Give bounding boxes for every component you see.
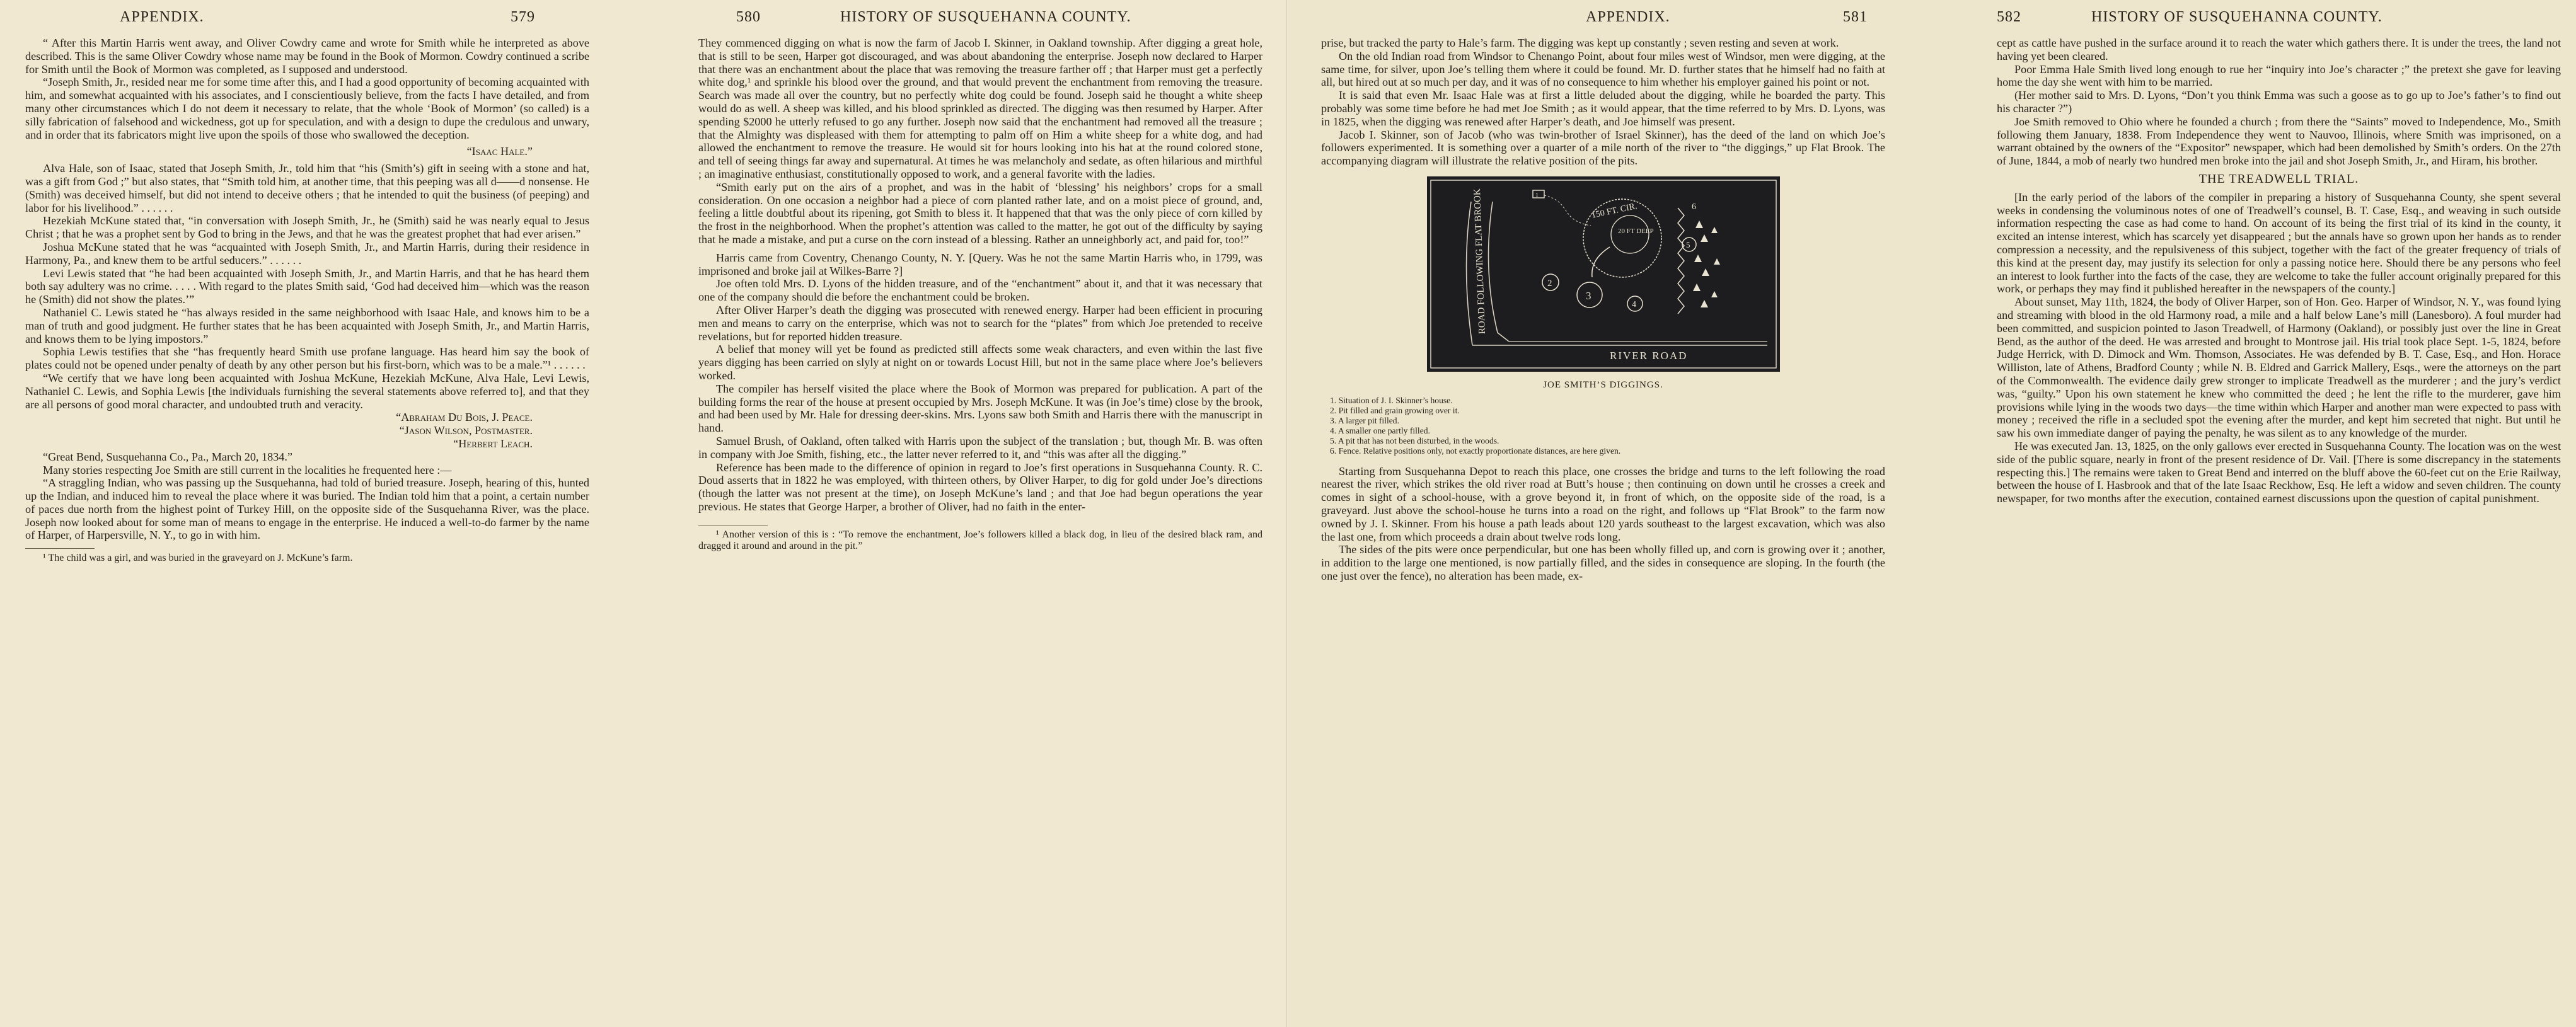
legend-item: 3. A larger pit filled. xyxy=(1330,415,1399,425)
paragraph: The compiler has herself visited the place where the Book of Mormon was prepared for publication. A part of the building forms the rear of the house at present occupied by Mrs. Joseph McKune. It was (in Joe’s time) close by the brook, and had been used by Mr. Hale for dressing deer-skins. Mrs. Lyons saw both Smith and Harris there with the manuscript in hand. xyxy=(698,382,1262,435)
diggings-diagram xyxy=(1427,176,1780,392)
page-number: 582 xyxy=(1997,9,2021,25)
paragraph: Reference has been made to the difference of opinion in regard to Joe’s first operations in Susquehanna County. R. C. Doud asserts that in 1822 he was employed, with thirteen others, by Oliver Harper, to dig for gold under Joe’s directions (though the latter was not present at the time), on Joseph McKune’s land ; and that Joe had begun operations the year previous. He states that George Harper, a brother of Oliver, had no faith in the enter- xyxy=(698,461,1262,513)
marker-4: 4 xyxy=(1631,299,1636,309)
running-head: APPENDIX. xyxy=(120,9,204,25)
paragraph: The sides of the pits were once perpendicular, but one has been wholly filled up, and corn is growing over it ; another, in addition to the large one mentioned, is now partially filled, and the sides in consequence are sloping. In the fourth (the one just over the fence), no alteration has been made, ex- xyxy=(1321,543,1885,582)
paragraph: Levi Lewis stated that “he had been acquainted with Joseph Smith, Jr., and Martin Harris, and that he has heard them both say adultery was no crime. . . . . With regard to the plates Smith said, ‘God had deceived him—which was the reason he (Smith) did not show the plates.’” xyxy=(25,267,589,306)
paragraph: cept as cattle have pushed in the surface around it to reach the water which gathers there. It is under the trees, the land not having yet been cleared. xyxy=(1997,37,2561,62)
paragraph: Joe often told Mrs. D. Lyons of the hidden treasure, and of the “enchantment” about it, and that it was necessary that one of the company should die before the enchantment could be broken. xyxy=(698,277,1262,304)
signature: “Isaac Hale.” xyxy=(466,145,533,158)
paragraph: Jacob I. Skinner, son of Jacob (who was twin-brother of Israel Skinner), has the deed of the land on which Joe’s followers experimented. It is something over a quarter of a mile north of the river to “the diggings,” up Flat Brook. The accompanying diagram will illustrate the relative position of the pits. xyxy=(1321,128,1885,168)
legend-item: 2. Pit filled and grain growing over it. xyxy=(1330,405,1460,415)
paragraph: Joe Smith removed to Ohio where he founded a church ; from there the “Saints” moved to Independence, Mo., Smith following them January, 1838. From Independence they went to Nauvoo, Illinois, where Smith was imprisoned, on a warrant obtained by the owners of the “Expositor” newspaper, which had been demolished by Smith’s orders. On the 27th of June, 1844, a mob of nearly two hundred men broke into the jail and shot Joseph Smith, Jr., and Hiram, his brother. xyxy=(1997,115,2561,168)
running-head: HISTORY OF SUSQUEHANNA COUNTY. xyxy=(840,9,1131,25)
signature: “Abraham Du Bois, J. Peace. xyxy=(396,411,533,424)
marker-3: 3 xyxy=(1585,289,1591,302)
diggings-map xyxy=(1427,176,1780,372)
legend-item: 4. A smaller one partly filled. xyxy=(1330,425,1430,435)
signature: “Herbert Leach. xyxy=(453,437,533,450)
paragraph: It is said that even Mr. Isaac Hale was at first a little deluded about the digging, while he boarded the party. This probably was some time before he had met Joe Smith ; as it would appear, that the time referred to by Mrs. D. Lyons, was in 1825, when the digging was renewed after Harper’s death, and Joe himself was present. xyxy=(1321,89,1885,128)
paragraph: “We certify that we have long been acquainted with Joshua McKune, Hezekiah McKune, Alva Hale, Levi Lewis, Nathaniel C. Lewis, and Sophia Lewis [the individuals furnishing the several statements above referred to], and that they are all persons of good moral character, and undoubted truth and veracity. xyxy=(25,371,589,411)
paragraph: “Smith early put on the airs of a prophet, and was in the habit of ‘blessing’ his neighbors’ crops for a small consideration. On one occasion a neighbor had a piece of corn planted rather late, and on a moist piece of ground, and, feeling a little doubtful about its ripening, got Smith to bless it. It happened that that was the only piece of corn killed by the frost in the neighborhood. When the prophet’s attention was called to the matter, he got out of the difficulty by saying that he made a mistake, and put a curse on the corn instead of a blessing. Rather an unneighborly act, and paid for, too!” xyxy=(698,180,1262,246)
paragraph: Many stories respecting Joe Smith are still current in the localities he frequented here :— xyxy=(43,463,452,476)
page-body xyxy=(1321,37,1885,1014)
page-number: 579 xyxy=(511,9,535,25)
paragraph: After Oliver Harper’s death the digging was prosecuted with renewed energy. Harper had been efficient in procuring men and means to carry on the enterprise, which was not to search for the “plates” from which Joe pretended to receive revelations, but for reported hidden treasure. xyxy=(698,303,1262,343)
paragraph: Nathaniel C. Lewis stated he “has always resided in the same neighborhood with Isaac Hale, and knows him to be a man of truth and good judgment. He further states that he has been acquainted with Joseph Smith, Jr., and Martin Harris, and knows them to be lying impostors.” xyxy=(25,306,589,345)
paragraph: “Joseph Smith, Jr., resided near me for some time after this, and I had a good opportunity of becoming acquainted with him, and somewhat acquainted with his associates, and I conscientiously believe, from the facts I have detailed, and from many other circumstances which I do not deem it necessary to relate, that the whole ‘Book of Mormon’ (so called) is a silly fabrication of falsehood and wickedness, got up for speculation, and with a design to dupe the credulous and unwary, and in order that its fabricators might live upon the spoils of those who swallowed the deception. xyxy=(25,76,589,141)
running-head: HISTORY OF SUSQUEHANNA COUNTY. xyxy=(2091,9,2383,25)
road-label: ROAD FOLLOWING FLAT BROOK xyxy=(1472,188,1487,335)
circle-label: 150 FT. CIR. xyxy=(1590,201,1638,221)
page-582 xyxy=(1997,0,2561,1027)
legend-item: 1. Situation of J. I. Skinner’s house. xyxy=(1330,395,1453,405)
paragraph: Alva Hale, son of Isaac, stated that Joseph Smith, Jr., told him that “his (Smith’s) gift in seeing with a stone and hat, was a gift from God ;” but also states, that “Smith told him, at another time, that this peeping was all d——d nonsense. He (Smith) was deceived himself, but did not intend to deceive others ; that he intended to quit the business (of peeping) and labor for his livelihood.” . . . . . . xyxy=(25,162,589,214)
page-header xyxy=(25,9,589,32)
marker-6: 6 xyxy=(1691,202,1696,212)
paragraph: Hezekiah McKune stated that, “in conversation with Joseph Smith, Jr., he (Smith) said he was nearly equal to Jesus Christ ; that he was a prophet sent by God to bring in the Jews, and that he was the greatest prophet that had ever arisen.” xyxy=(25,214,589,241)
legend-item: 6. Fence. Relative positions only, not exactly proportionate distances, are here given. xyxy=(1330,445,1621,456)
section-title: THE TREADWELL TRIAL. xyxy=(2198,171,2359,186)
paragraph: Starting from Susquehanna Depot to reach this place, one crosses the bridge and turns to the left following the road nearest the river, which strikes the old river road at Butt’s house ; then continuing on down until he crosses a creek and comes in sight of a school-house, with a grove beyond it, in front of which, on the opposite side of the road, is a graveyard. Just above the school-house he turns into a road on the right, and follows up “Flat Brook” to the farm now owned by J. I. Skinner. From his house a path leads about 120 yards southeast to the largest excavation, which was also the last one, from which proceeds a drain about twelve rods long. xyxy=(1321,464,1885,543)
marker-2: 2 xyxy=(1547,278,1552,289)
page-header xyxy=(698,9,1262,32)
paragraph: Poor Emma Hale Smith lived long enough to rue her “inquiry into Joe’s character ;” the pretext she gave for leaving home the day she went with him to be married. xyxy=(1997,62,2561,89)
footnote-rule xyxy=(25,548,95,549)
page-number: 580 xyxy=(736,9,761,25)
diagram-title: JOE SMITH’S DIGGINGS. xyxy=(1543,379,1663,390)
signature: “Jason Wilson, Postmaster. xyxy=(399,424,533,437)
page-body xyxy=(698,37,1262,1014)
footnote: ¹ Another version of this is : “To remove the enchantment, Joe’s followers killed a black dog, in lieu of the desired black ram, and dragged it around and around in the pit.” xyxy=(698,529,1262,552)
page-580 xyxy=(698,0,1262,1027)
paragraph: They commenced digging on what is now the farm of Jacob I. Skinner, in Oakland township. After digging a great hole, that is still to be seen, Harper got discouraged, and was about abandoning the enterprise. Joseph now declared to Harper that there was an enchantment about the place that was removing the treasure farther off ; that Harper must get a perfectly white dog,¹ and sprinkle his blood over the ground, and that would prevent the enchantment from removing the treasure. Search was made all over the country, but no perfectly white dog could be found. Joseph said he thought a white sheep would do as well. A sheep was killed, and his blood sprinkled as directed. The digging was then resumed by Harper. After spending $2000 he utterly refused to go any further. Joseph now said that the enchantment had removed all the treasure ; that the Almighty was displeased with them for attempting to palm off on Him a white sheep for a white dog, and had allowed the enchantment to remove the treasure. He would sit for hours looking into his hat at the round colored stone, and tell of seeing things far away and supernatural. At times he was melancholy and sedate, as often hilarious and mirthful ; an imaginative enthusiast, constitutionally opposed to work, and a general favorite with the ladies. xyxy=(698,37,1262,180)
right-page-spread xyxy=(1288,0,2576,1027)
river-road-label: RIVER ROAD xyxy=(1609,349,1687,362)
legend-item: 5. A pit that has not been disturbed, in the woods. xyxy=(1330,435,1499,445)
page-header xyxy=(1997,9,2561,32)
page-581 xyxy=(1321,0,1885,1027)
paragraph: Samuel Brush, of Oakland, often talked with Harris upon the subject of the translation ; but, though Mr. B. was often in company with Joe Smith, fishing, etc., the latter never referred to it, and “this was after all the digging.” xyxy=(698,434,1262,461)
paragraph: On the old Indian road from Windsor to Chenango Point, about four miles west of Windsor, men were digging, at the same time, for silver, upon Joe’s telling them where it could be found. Mr. D. further states that he himself had no faith at all, but hired out at so much per day, and it was of no consequence to him whether his employer gained his point or not. xyxy=(1321,49,1885,89)
paragraph: He was executed Jan. 13, 1825, on the only gallows ever erected in Susquehanna County. The location was on the west side of the public square, nearly in front of the present residence of Dr. Vail. [There is some discrepancy in the statements respecting this.] The remains were taken to Great Bend and interred on the bluff above the 60-feet cut on the Erie Railway, between the house of I. Hasbrook and that of the late Isaac Reckhow, Esq. He left a widow and seven children. The county newspaper, for two months after the execution, contained earnest discussions upon the question of capital punishment. xyxy=(1997,439,2561,505)
paragraph: A belief that money will yet be found as predicted still affects some weak characters, and even within the last five years digging has been carried on slyly at night on or towards Locust Hill, but not in the same place where Joe’s believers worked. xyxy=(698,343,1262,382)
paragraph: “ After this Martin Harris went away, and Oliver Cowdry came and wrote for Smith while he interpreted as above described. This is the same Oliver Cowdry whose name may be found in the Book of Mormon. Cowdry continued a scribe for Smith until the Book of Mormon was completed, as I supposed and understood. xyxy=(25,37,589,76)
paragraph: [In the early period of the labors of the compiler in preparing a history of Susquehanna County, she spent several weeks in condensing the voluminous notes of one of Treadwell’s counsel, B. T. Case, Esq., and weaving in such outside information respecting the case as had come to hand. On account of its being the first trial of its kind in the county, it excited an intense interest, which has scarcely yet disappeared ; but the annals have so grown upon her hands as to render compression a necessity, and the repulsiveness of this subject, together with the fact of the greater frequency of trials of this kind at the present day, may justify its selection for only a passing notice here. Should there be any persons who feel an interest to look further into the facts of the case, they are welcome to take the fuller account originally prepared for this work, or perhaps they may find it published hereafter in the newspapers of the county.] xyxy=(1997,190,2561,295)
page-header xyxy=(1321,9,1885,32)
page-body xyxy=(25,37,589,1014)
footnote: ¹ The child was a girl, and was buried in the graveyard on J. McKune’s farm. xyxy=(43,553,353,564)
page-body xyxy=(1997,37,2561,1014)
dateline: “Great Bend, Susquehanna Co., Pa., March 20, 1834.” xyxy=(43,450,292,463)
running-head: APPENDIX. xyxy=(1586,9,1670,25)
page-579 xyxy=(25,0,589,1027)
paragraph: Sophia Lewis testifies that she “has frequently heard Smith use profane language. Has heard him say the book of plates could not be opened under penalty of death by any other person but his first-born, which was to be a male.”¹ . . . . . . xyxy=(25,345,589,372)
paragraph: prise, but tracked the party to Hale’s farm. The digging was kept up constantly ; seven resting and seven at work. xyxy=(1321,37,1839,49)
diagram-legend xyxy=(1330,396,1885,456)
paragraph: “A straggling Indian, who was passing up the Susquehanna, had told of buried treasure. Joseph, hearing of this, hunted up the Indian, and induced him to reveal the place where it was buried. The Indian told him that a point, a certain number of paces due north from the highest point of Turkey Hill, on the opposite side of the Susquehanna River, was the place. Joseph now looked about for some man of means to engage in the enterprise. He induced a well-to-do farmer by the name of Harper, of Harpersville, N. Y., to go in with him. xyxy=(25,476,589,542)
paragraph: About sunset, May 11th, 1824, the body of Oliver Harper, son of Hon. Geo. Harper of Windsor, N. Y., was found lying and streaming with blood in the old Harmony road, a mile and a half below Lane’s mill (Lanesboro). A foul murder had been committed, and suspicion pointed to Jason Treadwell, of Harmony (Oakland), or possibly just over the line in Great Bend, as the author of the deed. He was arrested and brought to Montrose jail. His trial took place Sept. 1-5, 1824, before Judge Herrick, with D. Dimock and Wm. Thomson, Associates. He was defended by B. T. Case, Esq., and Hon. Horace Williston, late of Athens, Bradford County ; while N. B. Eldred and Garrick Mallery, Esqs., were the attorneys on the part of the Commonwealth. The evidence daily grew stronger to implicate Treadwell as the murderer ; and the jury’s verdict was, “guilty.” Upon his own statement he knew who committed the deed ; he lent the rifle to the murderer, gave him provisions while lying in the woods two days—the time within which Harper and another man were expected to pass with money ; received the rifle in a secluded spot the evening after the murder, and kept him secreted that night. But until he saw his own immediate danger of paying the penalty, he was silent as to any knowledge of the murder. xyxy=(1997,295,2561,440)
paragraph: (Her mother said to Mrs. D. Lyons, “Don’t you think Emma was such a goose as to go up to Joe’s father’s to find out his character ?”) xyxy=(1997,89,2561,115)
page-number: 581 xyxy=(1843,9,1868,25)
depth-label: 20 FT DEEP xyxy=(1617,227,1654,235)
marker-1: 1 xyxy=(1535,192,1539,199)
paragraph: Joshua McKune stated that he was “acquainted with Joseph Smith, Jr., and Martin Harris, during their residence in Harmony, Pa., and knew them to be artful seducers.” . . . . . . xyxy=(25,240,589,267)
marker-5: 5 xyxy=(1685,239,1690,250)
paragraph: Harris came from Coventry, Chenango County, N. Y. [Query. Was he not the same Martin Harris who, in 1799, was imprisoned and broke jail at Wilkes-Barre ?] xyxy=(698,251,1262,277)
